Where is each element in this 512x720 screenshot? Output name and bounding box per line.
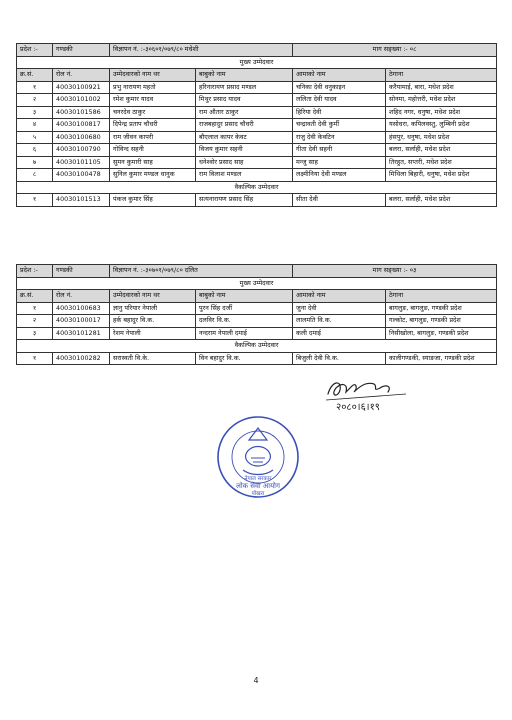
table-cell: ललिता देवी यादव — [293, 94, 386, 107]
pradesh-label: प्रदेश :- — [17, 44, 53, 57]
table-row — [17, 194, 497, 207]
result-table-madhesi — [16, 43, 497, 207]
table-cell: यसोधरा, कपिलवस्तु, लुम्बिनी प्रदेश — [386, 119, 497, 132]
table-cell: धनेश्वोर प्रसाद साह — [196, 156, 293, 169]
table-cell: बलरा, सर्लाही, मधेश प्रदेश — [386, 194, 497, 207]
seal-line-1: नेपाल सरकार — [244, 476, 272, 482]
table-cell: मिथुर प्रसाद यादव — [196, 94, 293, 107]
column-header: आमाको नाम — [293, 290, 386, 303]
notice-number: विज्ञापन नं. :-३०६०१/०७९/८० मधेशी — [110, 44, 293, 57]
column-header-row — [17, 69, 497, 82]
table-cell: निसीखोला, बागलुङ, गण्डकी प्रदेश — [386, 327, 497, 340]
table-row — [17, 327, 497, 340]
table-row — [17, 119, 497, 132]
table-cell: विजय कुमार सहनी — [196, 144, 293, 157]
table-cell: सरास्वती वि.के. — [110, 352, 196, 365]
table-cell: ज्ञानु परियार नेपाली — [110, 302, 196, 315]
alt-candidates-heading-row — [17, 181, 497, 194]
table-cell: नन्दराम नेपाली दमाई — [196, 327, 293, 340]
column-header: आमाको नाम — [293, 69, 386, 82]
table-cell: ४ — [17, 119, 53, 132]
pradesh-value: गण्डकी — [53, 265, 110, 278]
table-cell: शहिद नगर, धनुषा, मधेश प्रदेश — [386, 106, 497, 119]
table-row — [17, 156, 497, 169]
official-seal-icon — [215, 414, 301, 500]
demand-count: माग सङ्ख्या :- ०३ — [293, 265, 497, 278]
table-cell: सुनिल कुमार मण्डल धानुक — [110, 169, 196, 182]
signature — [322, 374, 410, 414]
table-cell: ५ — [17, 131, 53, 144]
column-header: बाबुको नाम — [196, 290, 293, 303]
table-cell: मिथिला बिहारी, धनुषा, मधेश प्रदेश — [386, 169, 497, 182]
column-header: ठेगाना — [386, 290, 497, 303]
table-cell: ३ — [17, 327, 53, 340]
main-candidates-heading: मुख्य उम्मेदवार — [17, 277, 497, 290]
page-number: 4 — [253, 676, 259, 685]
table-cell: ६ — [17, 144, 53, 157]
notice-number: विज्ञापन नं. :-३०७०१/०७९/८० दलित — [110, 265, 293, 278]
table-cell: राम औतार ठाकुर — [196, 106, 293, 119]
table-cell: सोनमा, महोत्तरी, मधेश प्रदेश — [386, 94, 497, 107]
table-cell: गीता देवी सहनी — [293, 144, 386, 157]
alt-candidates-heading: वैकल्पिक उम्मेदवार — [17, 340, 497, 353]
table-row — [17, 315, 497, 328]
table-cell: बलरा, सर्लाही, मधेश प्रदेश — [386, 144, 497, 157]
column-header-row — [17, 290, 497, 303]
table-cell: हंसपुर, धनुषा, मधेश प्रदेश — [386, 131, 497, 144]
table-cell: करैयामाई, बारा, मधेश प्रदेश — [386, 81, 497, 94]
table-row — [17, 144, 497, 157]
table-cell: कालीगण्डकी, स्याङजा, गण्डकी प्रदेश — [386, 352, 497, 365]
table-cell: सुमन कुमारी साह — [110, 156, 196, 169]
table-cell: प्रभु नारायण महतो — [110, 81, 196, 94]
table-cell: 40030101002 — [53, 94, 110, 107]
table-cell: कली दमाई — [293, 327, 386, 340]
signature-date: २०८०।६।१९ — [336, 402, 380, 413]
demand-count: माग सङ्ख्या :- ०८ — [293, 44, 497, 57]
table-cell: 40030101513 — [53, 194, 110, 207]
table-cell: राम जीवन कापरी — [110, 131, 196, 144]
table-cell: २ — [17, 94, 53, 107]
main-candidates-heading-row — [17, 277, 497, 290]
alt-candidates-heading: वैकल्पिक उम्मेदवार — [17, 181, 497, 194]
table-cell: बौएलाल कापर केवट — [196, 131, 293, 144]
table-cell: मन्जु साह — [293, 156, 386, 169]
table-cell: 40030100680 — [53, 131, 110, 144]
table-cell: ३ — [17, 106, 53, 119]
table-cell: 40030100683 — [53, 302, 110, 315]
block-header-row — [17, 44, 497, 57]
table-cell: १ — [17, 302, 53, 315]
table-cell: 40030101105 — [53, 156, 110, 169]
table-cell: राजबहादुर प्रसाद चौधरी — [196, 119, 293, 132]
table-row — [17, 131, 497, 144]
table-cell: बिजुली देवी वि.क. — [293, 352, 386, 365]
table-cell: 40030100790 — [53, 144, 110, 157]
table-cell: चनरदेव ठाकुर — [110, 106, 196, 119]
table-cell: राजु देवी केवटिन — [293, 131, 386, 144]
result-table-dalit — [16, 264, 497, 365]
table-cell: 40030101281 — [53, 327, 110, 340]
column-header: क्र.सं. — [17, 69, 53, 82]
table-cell: जुना देवी — [293, 302, 386, 315]
block-header-row — [17, 265, 497, 278]
seal-line-2: लोक सेवा आयोग — [236, 482, 280, 490]
table-cell: ८ — [17, 169, 53, 182]
column-header: ठेगाना — [386, 69, 497, 82]
table-cell: हिरिया देवी — [293, 106, 386, 119]
column-header: उम्मेदवारको नाम थर — [110, 290, 196, 303]
table-cell: लालमति वि.क. — [293, 315, 386, 328]
seal-line-3: पोखरा — [251, 491, 265, 497]
column-header: बाबुको नाम — [196, 69, 293, 82]
table-cell: लक्ष्मीनिया देवी मण्डल — [293, 169, 386, 182]
table-cell: चन्द्रावती देवी कुर्मी — [293, 119, 386, 132]
table-cell: १ — [17, 194, 53, 207]
main-candidates-heading: मुख्य उम्मेदवार — [17, 56, 497, 69]
column-header: रोल नं. — [53, 290, 110, 303]
table-row — [17, 106, 497, 119]
table-cell: 40030100478 — [53, 169, 110, 182]
main-candidates-heading-row — [17, 56, 497, 69]
column-header: क्र.सं. — [17, 290, 53, 303]
table-cell: सत्यनारायण प्रसाद सिंह — [196, 194, 293, 207]
table-cell: दिपेन्द्र प्रताप चौधरी — [110, 119, 196, 132]
table-cell: पंकज कुमार सिंह — [110, 194, 196, 207]
table-cell: 40030100282 — [53, 352, 110, 365]
table-row — [17, 352, 497, 365]
table-row — [17, 302, 497, 315]
table-cell: १ — [17, 352, 53, 365]
table-cell: दलविर वि.क. — [196, 315, 293, 328]
table-cell: गल्कोट, बागलुङ, गण्डकी प्रदेश — [386, 315, 497, 328]
table-cell: विन बहादुर वि.क. — [196, 352, 293, 365]
table-cell: चनिका देवी धनुकाइन — [293, 81, 386, 94]
alt-candidates-heading-row — [17, 340, 497, 353]
table-row — [17, 81, 497, 94]
table-cell: १ — [17, 81, 53, 94]
table-cell: 40030101586 — [53, 106, 110, 119]
table-cell: २ — [17, 315, 53, 328]
table-cell: हरिनारायण प्रसाद मण्डल — [196, 81, 293, 94]
pradesh-value: गण्डकी — [53, 44, 110, 57]
table-row — [17, 169, 497, 182]
table-cell: ७ — [17, 156, 53, 169]
table-cell: 40030100921 — [53, 81, 110, 94]
table-cell: सीता देवी — [293, 194, 386, 207]
column-header: रोल नं. — [53, 69, 110, 82]
table-cell: बागलुङ, बागलुङ, गण्डकी प्रदेश — [386, 302, 497, 315]
column-header: उम्मेदवारको नाम थर — [110, 69, 196, 82]
table-row — [17, 94, 497, 107]
table-cell: राम विलाश मण्डल — [196, 169, 293, 182]
table-cell: 40030100817 — [53, 119, 110, 132]
table-cell: हर्क बहादुर वि.क. — [110, 315, 196, 328]
table-cell: रेशम नेपाली — [110, 327, 196, 340]
table-cell: तिरहुत, सप्तरी, मधेश प्रदेश — [386, 156, 497, 169]
table-cell: रमेश कुमार यादव — [110, 94, 196, 107]
pradesh-label: प्रदेश :- — [17, 265, 53, 278]
table-cell: पुरन सिंह दर्जी — [196, 302, 293, 315]
table-cell: 40030100017 — [53, 315, 110, 328]
table-cell: गोविन्द सहनी — [110, 144, 196, 157]
